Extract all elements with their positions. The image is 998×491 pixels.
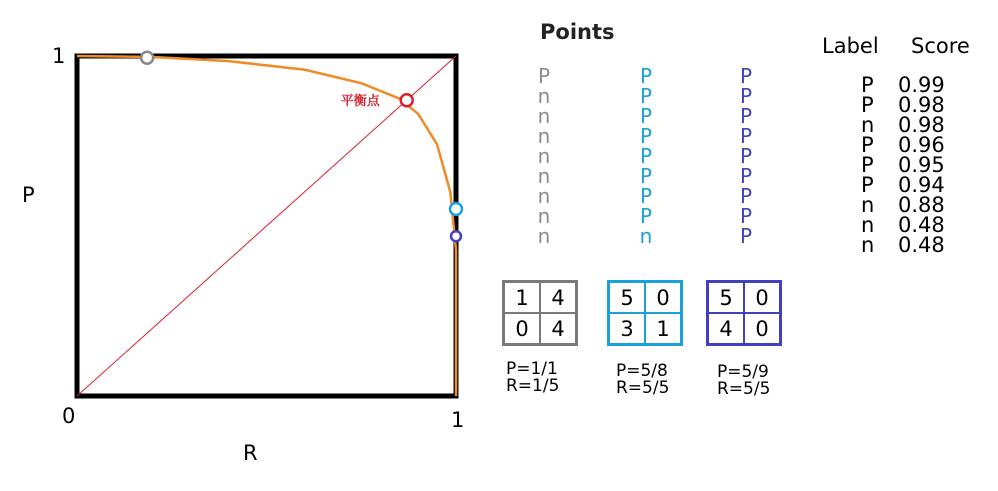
point-label: P [739,164,753,188]
score-header: Score [911,34,970,58]
table-label-cell: P [861,93,874,117]
point-label: n [537,224,551,248]
diagonal-line [77,56,456,396]
point-label: P [739,144,753,168]
point-label: P [639,144,653,168]
table-score-cell: 0.95 [898,153,945,177]
blue-point-marker [451,231,461,241]
recall-3: R=5/5 [717,379,771,399]
point-label: n [537,204,551,228]
table-score-cell: 0.99 [898,73,945,97]
matrix-cell: 1 [645,313,681,344]
points-column-3 [736,66,756,246]
point-label: P [739,104,753,128]
table-score-cell: 0.48 [898,213,945,237]
recall-2: R=5/5 [616,378,670,398]
matrix-cell: 0 [744,313,780,344]
point-label: P [639,84,653,108]
equilibrium-point-marker [401,94,413,106]
point-label: P [639,104,653,128]
point-label: P [639,164,653,188]
point-label: P [639,204,653,228]
gray-point-marker [141,52,153,64]
matrix-cell: 1 [504,282,540,313]
point-label: n [537,144,551,168]
matrix-cell: 4 [540,282,576,313]
confusion-matrix-1 [502,280,578,346]
table-score-cell: 0.98 [898,93,945,117]
y-tick-1: 1 [52,44,66,68]
point-label: n [537,124,551,148]
matrix-cell: 0 [744,282,780,313]
point-label: n [537,184,551,208]
confusion-matrix-2 [607,280,683,346]
confusion-matrix-3 [706,280,782,346]
y-axis-label: P [22,183,35,207]
recall-1: R=1/5 [506,376,560,396]
matrix-cell: 5 [708,282,744,313]
table-label-cell: n [861,113,875,137]
table-label-cell: P [861,73,874,97]
point-label: P [739,64,753,88]
table-label-cell: n [861,193,875,217]
point-label: P [639,184,653,208]
table-label-cell: P [861,173,874,197]
equilibrium-point-label: 平衡点 [340,94,380,110]
table-score-cell: 0.96 [898,133,945,157]
table-score-cell: 0.88 [898,193,945,217]
score-column [898,75,945,255]
point-label: P [537,64,551,88]
point-label: P [739,184,753,208]
table-label-cell: n [861,213,875,237]
points-column-2 [636,66,656,246]
matrix-cell: 0 [645,282,681,313]
points-column-1 [534,66,554,246]
x-tick-0: 0 [62,404,76,428]
point-label: n [537,84,551,108]
point-label: P [739,84,753,108]
point-label: P [739,224,753,248]
table-score-cell: 0.48 [898,233,945,257]
matrix-cell: 3 [609,313,645,344]
matrix-cell: 0 [504,313,540,344]
point-label: n [639,224,653,248]
x-tick-1: 1 [451,408,465,432]
cyan-point-marker [450,203,462,215]
precision-1: P=1/1 [506,359,558,379]
point-label: P [639,64,653,88]
points-title: Points [540,20,615,44]
table-score-cell: 0.94 [898,173,945,197]
matrix-cell: 4 [708,313,744,344]
point-label: n [537,104,551,128]
table-score-cell: 0.98 [898,113,945,137]
table-label-cell: n [861,233,875,257]
point-label: P [639,124,653,148]
matrix-cell: 5 [609,282,645,313]
label-header: Label [822,34,879,58]
matrix-cell: 4 [540,313,576,344]
label-column [861,75,874,255]
point-label: P [739,124,753,148]
point-label: n [537,164,551,188]
precision-2: P=5/8 [616,361,668,381]
table-label-cell: P [861,133,874,157]
x-axis-label: R [243,441,258,465]
precision-3: P=5/9 [717,362,769,382]
point-label: P [739,204,753,228]
table-label-cell: P [861,153,874,177]
